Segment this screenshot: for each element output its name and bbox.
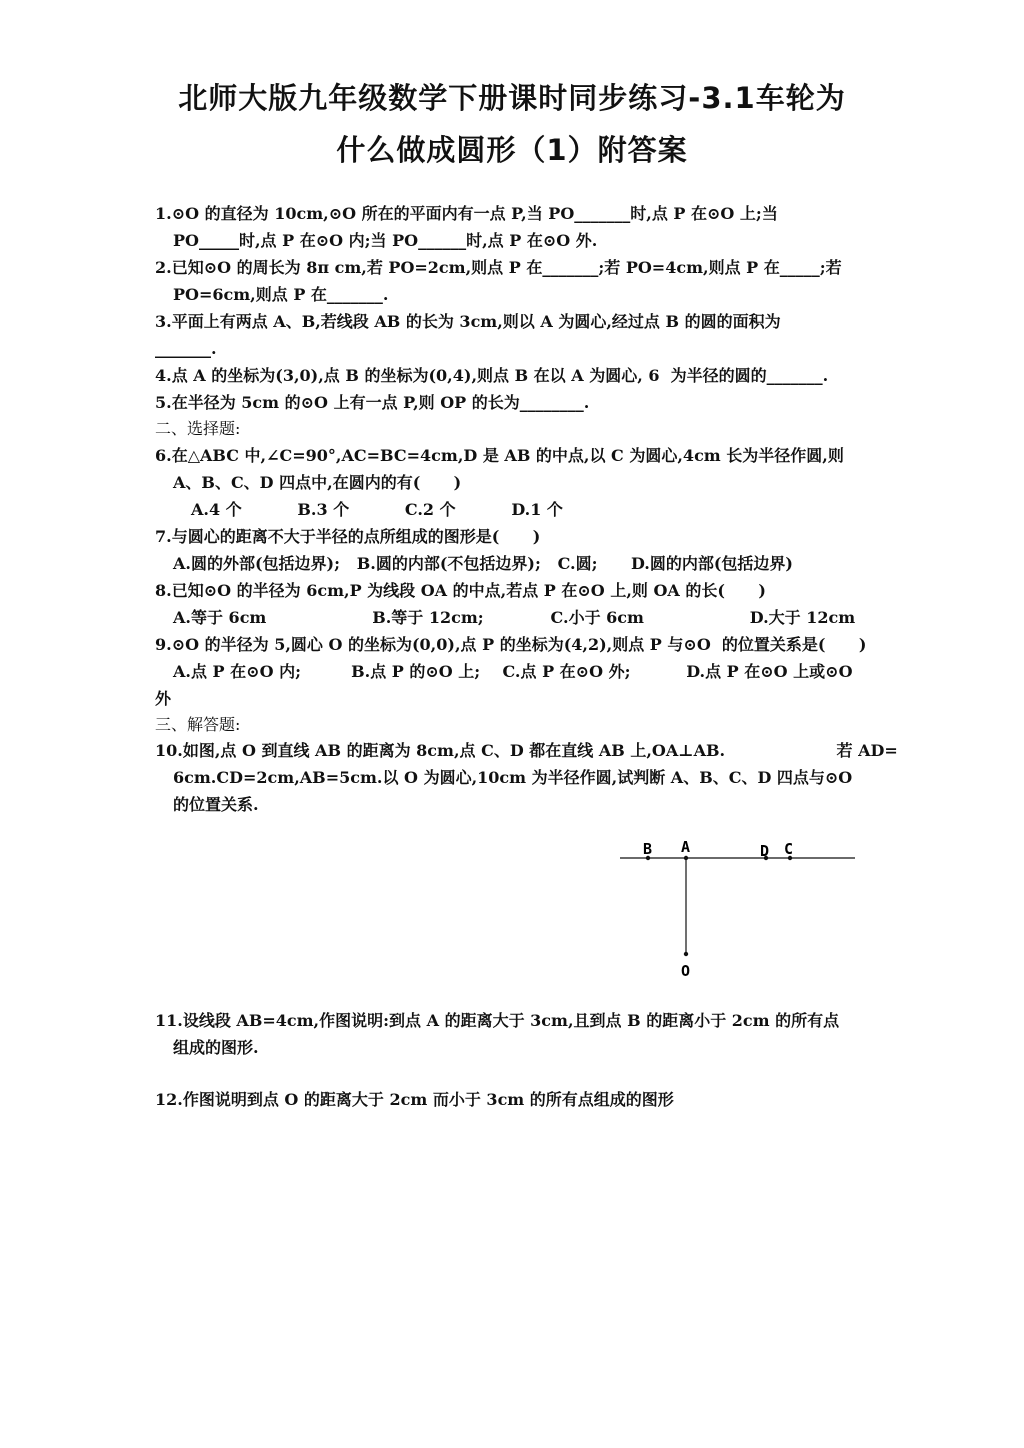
question-10-line-3: 的位置关系.: [173, 795, 259, 814]
label-a: A: [681, 838, 691, 856]
document-title-line-1: 北师大版九年级数学下册课时同步练习-3.1车轮为: [178, 81, 846, 115]
question-9-options: A.点 P 在⊙O 内; B.点 P 的⊙O 上; C.点 P 在⊙O 外; D.点 P 在⊙O 上或⊙O: [173, 662, 853, 681]
question-6-options: A.4 个 B.3 个 C.2 个 D.1 个: [191, 500, 563, 519]
question-7: 7.与圆心的距离不大于半径的点所组成的图形是( ): [155, 527, 541, 546]
point-o: [684, 952, 688, 956]
question-1-line-1: 1.⊙O 的直径为 10cm,⊙O 所在的平面内有一点 P,当 PO_______时,点 P 在⊙O 上;当: [155, 204, 778, 223]
point-a: [684, 856, 688, 860]
question-10-line-2: 6cm.CD=2cm,AB=5cm.以 O 为圆心,10cm 为半径作圆,试判断 A、B、C、D 四点与⊙O: [173, 768, 853, 787]
question-6-line-2: A、B、C、D 四点中,在圆内的有( ): [173, 473, 462, 492]
question-10-figure: [610, 830, 870, 990]
question-11-line-1: 11.设线段 AB=4cm,作图说明:到点 A 的距离大于 3cm,且到点 B 的距离小于 2cm 的所有点: [155, 1011, 840, 1030]
question-3-line-2: _______.: [155, 339, 217, 358]
question-2-line-1: 2.已知⊙O 的周长为 8π cm,若 PO=2cm,则点 P 在_______;若 PO=4cm,则点 P 在_____;若: [155, 258, 842, 277]
question-4: 4.点 A 的坐标为(3,0),点 B 的坐标为(0,4),则点 B 在以 A 为圆心, 6 为半径的圆的_______.: [155, 366, 829, 385]
label-c: C: [784, 840, 794, 858]
question-9-options-tail: 外: [155, 689, 172, 708]
label-d: D: [760, 842, 770, 860]
question-2-line-2: PO=6cm,则点 P 在_______.: [173, 285, 389, 304]
question-7-options: A.圆的外部(包括边界); B.圆的内部(不包括边界); C.圆; D.圆的内部(包括边界): [173, 554, 793, 573]
document-title-line-2: 什么做成圆形（1）附答案: [336, 133, 688, 167]
question-12: 12.作图说明到点 O 的距离大于 2cm 而小于 3cm 的所有点组成的图形: [155, 1090, 674, 1109]
question-8: 8.已知⊙O 的半径为 6cm,P 为线段 OA 的中点,若点 P 在⊙O 上,则 OA 的长( ): [155, 581, 766, 600]
question-3-line-1: 3.平面上有两点 A、B,若线段 AB 的长为 3cm,则以 A 为圆心,经过点 B 的圆的面积为: [155, 312, 781, 331]
question-5: 5.在半径为 5cm 的⊙O 上有一点 P,则 OP 的长为________.: [155, 393, 590, 412]
question-8-options: A.等于 6cm B.等于 12cm; C.小于 6cm D.大于 12cm: [173, 608, 856, 627]
question-9: 9.⊙O 的半径为 5,圆心 O 的坐标为(0,0),点 P 的坐标为(4,2),则点 P 与⊙O 的位置关系是( ): [155, 635, 867, 654]
label-o: O: [681, 962, 691, 980]
question-11-line-2: 组成的图形.: [173, 1038, 259, 1057]
question-1-line-2: PO_____时,点 P 在⊙O 内;当 PO______时,点 P 在⊙O 外.: [173, 231, 598, 250]
section-heading-choice: 二、选择题:: [155, 419, 241, 438]
section-heading-solve: 三、解答题:: [155, 715, 241, 734]
label-b: B: [643, 840, 653, 858]
question-10-line-1: 10.如图,点 O 到直线 AB 的距离为 8cm,点 C、D 都在直线 AB 上,OA⊥AB. 若 AD=: [155, 741, 898, 760]
question-6-line-1: 6.在△ABC 中,∠C=90°,AC=BC=4cm,D 是 AB 的中点,以 C 为圆心,4cm 长为半径作圆,则: [155, 446, 844, 465]
